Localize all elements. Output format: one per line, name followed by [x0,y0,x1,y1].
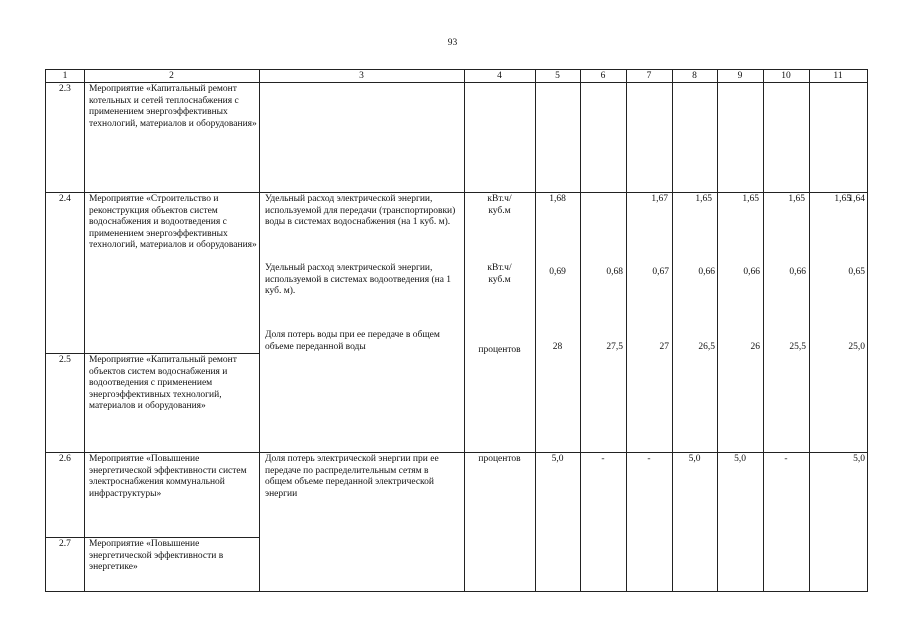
column-divider [84,70,85,591]
indicator-text: Удельный расход электрической энергии, используемой в системах водоотведения (на 1 куб. м). [265,263,452,297]
header-cell: 7 [646,71,652,81]
row-id: 2.5 [59,355,71,365]
row-id: 2.6 [59,454,71,464]
value-cell: 1,65 [695,194,712,204]
row-divider [46,353,259,354]
column-divider [626,70,627,591]
header-divider [46,82,867,83]
value-cell: 0,66 [743,267,760,277]
value-cell: - [647,454,651,464]
value-cell: 5,0 [734,454,746,464]
value-cell: - [784,454,788,464]
column-divider [672,70,673,591]
indicator-unit: процентов [478,454,521,464]
header-cell: 10 [781,71,791,81]
value-cell: 0,66 [789,267,806,277]
row-id: 2.3 [59,84,71,94]
header-cell: 9 [737,71,743,81]
value-cell: 0,68 [606,267,623,277]
indicator-text: Доля потерь воды при ее передаче в общем объеме переданной воды [265,330,440,352]
indicator-text: Удельный расход электрической энергии, используемой для передачи (транспортировки) воды в системах водоснабжения (на 1 куб. м). [265,194,456,228]
indicator-text: Доля потерь электрической энергии при ее передаче по распределительным сетям в общем объеме переданной электрической энергии [265,454,439,499]
column-divider [464,70,465,591]
value-cell: 1,65 [834,194,851,204]
value-cell: 0,67 [652,267,669,277]
row-id: 2.7 [59,539,71,549]
header-cell: 2 [169,71,174,81]
header-cell: 1 [62,71,68,81]
column-divider [535,70,536,591]
event-description: Мероприятие «Повышение энергетической эффективности в энергетике» [89,539,224,573]
event-description: Мероприятие «Капитальный ремонт объектов систем водоснабжения и водоотведения с применением энергоэффективных технологий, материалов и оборудования» [89,355,237,412]
header-cell: 11 [833,71,843,81]
value-cell: - [601,454,605,464]
indicator-unit: кВт.ч/ куб.м [487,194,512,216]
row-id: 2.4 [59,194,71,204]
value-cell: 28 [552,342,563,352]
value-cell: 27,5 [606,342,623,352]
row-divider [46,192,867,193]
value-cell: 1,67 [651,194,668,204]
value-cell: 0,66 [698,267,715,277]
row-divider [46,537,259,538]
value-cell: 26 [750,342,760,352]
value-cell: 1,64 [848,194,865,204]
value-cell: 26,5 [698,342,715,352]
header-cell: 3 [359,71,364,81]
column-divider [763,70,764,591]
value-cell: 0,69 [549,267,566,277]
value-cell: 1,65 [742,194,759,204]
event-description: Мероприятие «Повышение энергетической эффективности систем электроснабжения коммунальной инфраструктуры» [89,454,247,499]
header-cell: 4 [497,71,502,81]
value-cell: 27 [659,342,669,352]
row-divider [46,452,867,453]
indicator-unit: кВт.ч/ куб.м [487,263,512,285]
column-divider [717,70,718,591]
event-description: Мероприятие «Строительство и реконструкция объектов систем водоснабжения и водоотведения с применением энергоэффективных технологий, материалов и оборудования» [89,194,257,251]
value-cell: 1,65 [788,194,805,204]
value-cell: 25,5 [789,342,806,352]
value-cell: 25,0 [848,342,865,352]
value-cell: 5,0 [551,454,564,464]
value-cell: 5,0 [853,454,865,464]
header-cell: 5 [555,71,560,81]
header-cell: 6 [600,71,606,81]
column-divider [580,70,581,591]
value-cell: 5,0 [688,454,701,464]
header-cell: 8 [692,71,697,81]
column-divider [259,70,260,591]
column-divider [809,70,810,591]
page-number: 93 [447,38,458,48]
event-description: Мероприятие «Капитальный ремонт котельных и сетей теплоснабжения с применением энергоэффективных технологий, материалов и оборудования» [89,84,257,129]
value-cell: 1,68 [549,194,566,204]
indicators-table [45,69,868,592]
value-cell: 0,65 [848,267,865,277]
indicator-unit: процентов [478,345,521,355]
